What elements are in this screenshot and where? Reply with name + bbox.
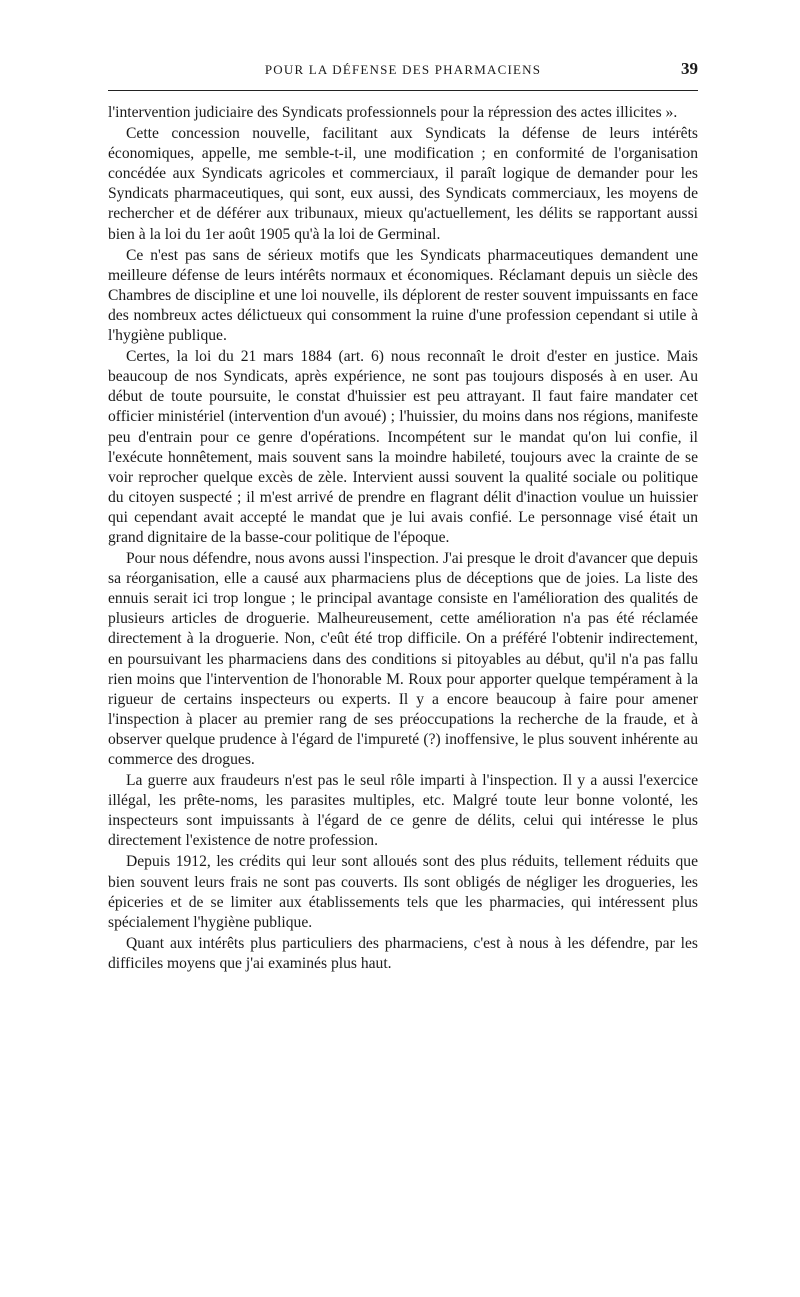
- book-page: [108, 60, 698, 974]
- paragraph-1: l'intervention judiciaire des Syndicats professionnels pour la répression des actes illicites ».: [108, 104, 678, 121]
- paragraph-6: La guerre aux fraudeurs n'est pas le seul rôle imparti à l'inspection. Il y a aussi l'exercice illégal, les prête-noms, les parasites multiples, etc. Malgré toute leur bonne volonté, les inspecteurs sont impuissants à l'égard de ce genre de délits, celui qui intéresse le plus directement l'existence de notre profession.: [108, 772, 698, 850]
- running-title: POUR LA DÉFENSE DES PHARMACIENS: [264, 62, 542, 77]
- paragraph-8: Quant aux intérêts plus particuliers des pharmaciens, c'est à nous à les défendre, par les difficiles moyens que j'ai examinés plus haut.: [108, 934, 698, 972]
- paragraph-7: Depuis 1912, les crédits qui leur sont alloués sont des plus réduits, tellement réduits que bien souvent leurs frais ne sont pas couverts. Ils sont obligés de négliger les drogueries, les épiceries et de se limiter aux établissements tels que les pharmacies, qui intéressent plus spécialement l'hygiène publique.: [108, 853, 698, 931]
- paragraph-3: Ce n'est pas sans de sérieux motifs que les Syndicats pharmaceutiques demandent une meilleure défense de leurs intérêts normaux et économiques. Réclamant depuis un siècle des Chambres de discipline et une loi nouvelle, ils déplorent de rester souvent impuissants en face des nombreux actes délictueux qui consomment la ruine d'une profession cependant si utile à l'hygiène publique.: [108, 246, 698, 345]
- page-header: [108, 60, 698, 88]
- page-number: 39: [681, 59, 698, 78]
- paragraph-5: Pour nous défendre, nous avons aussi l'inspection. J'ai presque le droit d'avancer que depuis sa réorganisation, elle a causé aux pharmaciens plus de déceptions que de joies. La liste des ennuis serait ici trop longue ; le principal avantage consiste en l'amélioration des qualités de plusieurs articles de droguerie. Malheureusement, cette amélioration n'a pas été réclamée directement à la droguerie. Non, c'eût été trop difficile. On a préféré l'obtenir indirectement, en poursuivant les pharmaciens dans des conditions si pitoyables au début, qu'il n'a pas fallu rien moins que l'intervention de l'honorable M. Roux pour apporter quelque tempérament à la rigueur de certains inspecteurs ou experts. Il y a encore beaucoup à faire pour amener l'inspection à placer au premier rang de ses préoccupations la recherche de la fraude, et à observer quelque prudence à l'égard de l'impureté (?) inoffensive, le plus souvent inhérente au commerce des drogues.: [108, 550, 698, 768]
- header-rule: [108, 90, 698, 91]
- paragraph-4: Certes, la loi du 21 mars 1884 (art. 6) nous reconnaît le droit d'ester en justice. Mais beaucoup de nos Syndicats, après expérience, ne sont pas toujours disposés à en user. Au début de toute poursuite, le constat d'huissier est peu attrayant. Il faut faire mandater cet officier ministériel (intervention d'un avoué) ; l'huissier, du moins dans nos régions, manifeste peu d'entrain pour ce genre d'opérations. Incompétent sur le mandat qu'on lui confie, il l'exécute honnêtement, mais souvent sans la moindre habileté, toujours avec la crainte de se voir reprocher quelque excès de zèle. Intervient aussi souvent la qualité sociale ou politique du citoyen suspecté ; il m'est arrivé de prendre en flagrant délit d'inaction voulue un huissier qui cependant avait accepté le mandat que je lui avais confié. Le personnage visé était un grand dignitaire de la basse-cour politique de l'époque.: [108, 348, 698, 546]
- body-text: [108, 103, 698, 974]
- paragraph-2: Cette concession nouvelle, facilitant aux Syndicats la défense de leurs intérêts économiques, appelle, me semble-t-il, une modification ; en conformité de l'organisation concédée aux Syndicats agricoles et commerciaux, il paraît logique de demander pour les Syndicats pharmaceutiques, qui sont, eux aussi, des Syndicats commerciaux, les moyens de rechercher et de déférer aux tribunaux, mieux qu'actuellement, les délits se rapportant aussi bien à la loi du 1er août 1905 qu'à la loi de Germinal.: [108, 125, 698, 243]
